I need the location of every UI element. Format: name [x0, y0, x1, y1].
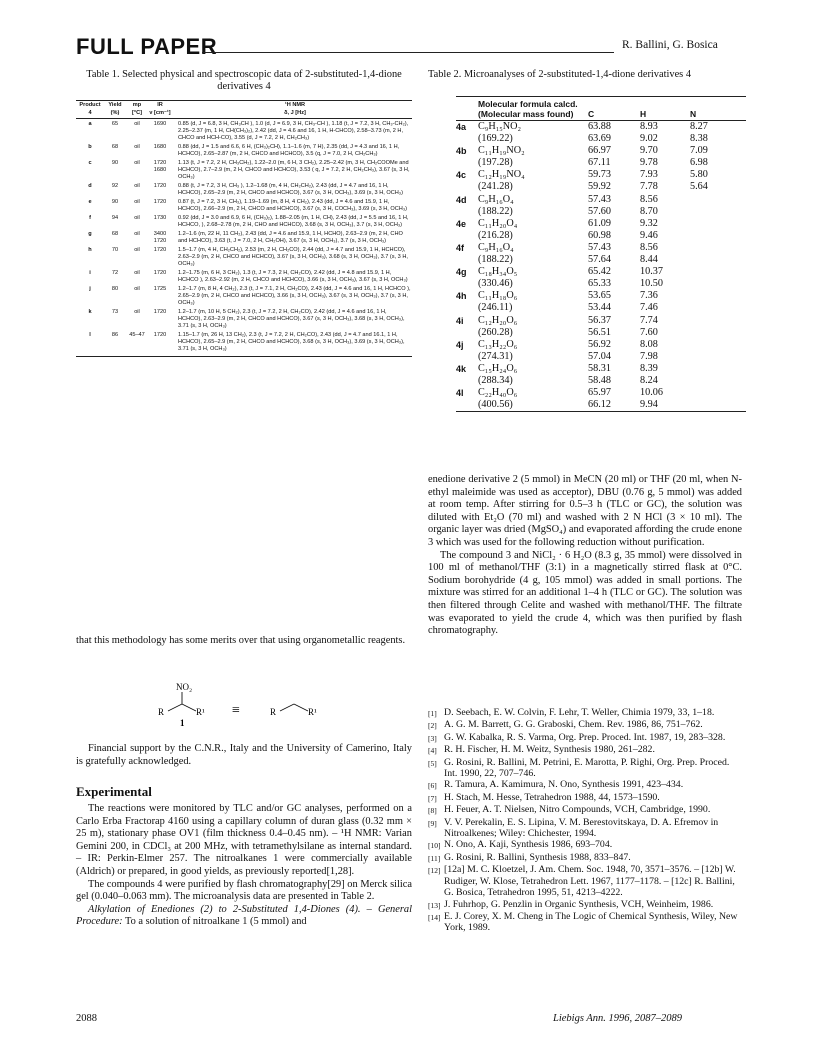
table2-cell: 53.65 [588, 290, 611, 302]
table2-cell: (330.46) [478, 278, 513, 290]
table2-cell: C₁₂H₁₉NO₄ [478, 169, 525, 181]
table2-row [456, 387, 746, 399]
table1-cell-nmr: 1.5–1.7 (m, 4 H, CH₂CH₂), 2.53 (m, 2 H, CH₂CO), 2.44 (dd, J = 4.7 and 15.9, 1 H, HCHCO), 2.63–2.9 (m, 2 H, CHCO and HCHCO), 3.67 (s, 3 H, OCH₃), 3.68 (s, 3 H, OCH₃), 3.7 (s, 3 H, OCH₃) [178, 246, 408, 268]
table1-cell-ir: 1720 [153, 246, 167, 253]
table2-caption: Table 2. Microanalyses of 2-substituted-1,4-dione derivatives 4 [428, 69, 692, 80]
table2-cell: C₁₂H₂₀O₆ [478, 314, 518, 326]
table1-cell-ir: 1720 [153, 198, 167, 205]
table1-cell-mp: oil [134, 214, 140, 221]
table2-cell: 8.93 [640, 121, 658, 132]
table2-cell [690, 363, 740, 375]
table2-cell: C₁₅H₂₄O₆ [478, 362, 518, 374]
table2-cell: (288.34) [478, 374, 513, 386]
reference-text: G. W. Kabalka, R. S. Varma, Org. Prep. Proced. Int. 1987, 19, 283–328. [444, 731, 726, 743]
reference-text: J. Fuhrhop, G. Penzlin in Organic Synthesis, VCH, Weinheim, 1986. [444, 898, 714, 910]
financial-acknowledgement: Financial support by the C.N.R., Italy and the University of Camerino, Italy is gratefully acknowledged. [76, 743, 412, 767]
table2-cell: 57.04 [588, 350, 611, 362]
reference-text: H. Feuer, A. T. Nielsen, Nitro Compounds, VCH, Cambridge, 1990. [444, 804, 711, 816]
table2-cell: 63.69 [588, 133, 611, 145]
table2-cell: 53.44 [588, 302, 611, 314]
table2-cell [690, 290, 740, 302]
table2-row [456, 375, 746, 387]
table1-cell-mp: oil [134, 308, 140, 315]
table1-cell-nmr: 0.92 (dd, J = 3.0 and 6.9, 6 H, (CH₃)₂), 1.88–2.05 (m, 1 H, CH), 2.43 (dd, J = 5.5 and 16, 1 H, HCHCO, ), 2.68–2.78 (m, 2 H, CHO and HCHCO), 3.68 (s, 3 H, OCH₃), 3.7 (s, 3 H, OCH₃) [178, 214, 409, 229]
table2-cell: (197.28) [478, 157, 513, 169]
table2-cell: 57.60 [588, 205, 611, 217]
table2-cell [690, 266, 740, 278]
table2-cell: 57.43 [588, 193, 611, 205]
table2-cell [456, 399, 478, 411]
table2-cell: 9.78 [640, 157, 658, 169]
table1-cell-nmr: 1.2–1.6 (m, 22 H, 11 CH₂), 2.43 (dd, J = 4.6 and 15.9, 1 H, HCHO), 2.63–2.9 (m, 2 H, CHO and HCHCO), 3.63 (t, J = 7.0, 2 H, CH₂OH), 3.67 (s, 3 H, OCH₃), 3.7 (s, 3 H, OCH₃) [178, 230, 403, 244]
table1-body [76, 121, 412, 354]
table1-cell-ir: 1730 [153, 214, 167, 221]
table1-row [76, 144, 412, 158]
table2-cell: C₁₁H₁₉NO₂ [478, 145, 525, 157]
reference-item [428, 719, 742, 731]
table1-cell-p: i [89, 269, 91, 276]
table2-cell: 4g [456, 267, 467, 278]
table1-cell-y: 65 [111, 120, 119, 127]
table1-cell-nmr: 0.88 (t, J = 7.2, 3 H, CH₃ ), 1.2–1.68 (m, 4 H, CH₂CH₂), 2.43 (dd, J = 4.7 and 16, 1 H, HCHCO), 2.65–2.9 (m, 2 H, CHCO and HCHCO), 3.67 (s, 3 H, OCH₃), 3.69 (s, 3 H, OCH₃) [178, 183, 403, 197]
table2-cell [690, 254, 740, 266]
table1-cell-nmr: 1.15–1.7 (m, 26 H, 13 CH₂), 2.3 (t, J = 7.2, 2 H, CH₂CO), 2.43 (dd, J = 4.7 and 16.1, 1 H, HCHCO), 2.65–2.9 (m, 2 H, CHCO and HCHCO), 3.68 (s, 3 H, OCH₃), 3.69 (s, 3 H, OCH₃), 3.71 (s, 3 H, OCH₃) [178, 331, 405, 353]
table2-cell: 57.64 [588, 254, 611, 266]
experimental-heading: Experimental [76, 784, 152, 799]
table2-cell: 7.78 [640, 181, 658, 193]
table2-body [456, 121, 746, 411]
table2-cell: 8.44 [640, 254, 658, 266]
references-list [428, 707, 742, 934]
table2-cell [456, 302, 478, 314]
table1-row [76, 286, 412, 308]
table2-cell: 8.08 [640, 338, 658, 350]
table2-cell: 8.56 [640, 241, 658, 253]
table2-cell [690, 230, 740, 242]
table1-cell-y: 90 [111, 198, 119, 205]
table2-cell: 5.80 [690, 169, 708, 181]
table1-cell-y: 92 [111, 183, 119, 190]
reference-item [428, 707, 742, 719]
table1-cell-nmr: 0.85 (d, J = 6.8, 3 H, CH₃CH ), 1.0 (d, J = 6.9, 3 H, CH₃-CH ), 1.18 (t, J = 7.2, 3 H, CH₃-CH₂), 2.25–2.37 (m, 1 H, CH(CH₃)₂), 2.42 (dd, J = 4.6 and 16, 1 H, H-CHCO), 2.58–3.73 (m, 2 H, CHCO and HCH-CO), 3.55 (d, J = 7.2, 2 H, CH₂CH₃) [178, 120, 409, 142]
table1-cell-mp: oil [134, 230, 140, 237]
table2-cell: C₁₈H₃₄O₅ [478, 266, 518, 278]
table2-cell: (188.22) [478, 254, 513, 266]
table2-cell: C₁₃H₂₂O₆ [478, 338, 518, 350]
table2-cell: C₉H₁₆O₄ [478, 193, 514, 205]
reference-item [428, 899, 742, 911]
table2-cell [690, 242, 740, 254]
table1-row [76, 231, 412, 245]
reference-item [428, 911, 742, 934]
table2-row [456, 290, 746, 302]
table2-cell: 67.11 [588, 157, 611, 169]
table1-cell-mp: 45–47 [129, 331, 145, 338]
reference-item [428, 864, 742, 898]
table2-cell: 4e [456, 218, 467, 229]
table2-row [456, 181, 746, 193]
table1-cell-mp: oil [134, 246, 140, 253]
table2-cell: 4h [456, 291, 467, 302]
table1-cell-y: 86 [111, 331, 119, 338]
experimental-paragraph-2: The compounds 4 were purified by flash chromatography[29] on Merck silica gel (0.040–0.063 mm). The microanalysis data are presented in Table 2. [76, 878, 412, 903]
table2-cell: 4d [456, 194, 467, 205]
table1-cell-p: c [88, 159, 92, 166]
reference-item [428, 757, 742, 780]
table2-cell [456, 254, 478, 266]
table2-row [456, 121, 746, 133]
table2-cell: 7.46 [640, 302, 658, 314]
reference-item [428, 817, 742, 840]
table1-row [76, 309, 412, 331]
reference-number: [11] [428, 853, 441, 863]
table1-row [76, 199, 412, 213]
table2-row [456, 242, 746, 254]
table2-cell: 8.38 [690, 133, 708, 145]
reference-text: R. H. Fischer, H. M. Weitz, Synthesis 1980, 261–282. [444, 744, 655, 756]
scheme-equiv-sign: ≡ [232, 703, 240, 718]
reference-text: G. Rosini, R. Ballini, Synthesis 1988, 833–847. [444, 851, 631, 863]
table1-cell-ir: 1720 [153, 269, 167, 276]
table1-cell-nmr: 0.87 (t, J = 7.2, 3 H, CH₃), 1.19–1.69 (m, 8 H, 4 CH₂), 2.43 (dd, J = 4.6 and 15.9, 1 H, HCHCO), 2.66–2.9 (m, 2 H, CHCO and HCHCO), 3.67 (s, 3 H, COCH₃), 3.69 (s, 3 H, OCH₃) [178, 198, 407, 213]
table2-row [456, 145, 746, 157]
scheme-r1-label-2: R¹ [308, 707, 317, 717]
table2-cell: 7.74 [640, 314, 658, 326]
table2-cell: 7.60 [640, 326, 658, 338]
table2-cell: (400.56) [478, 399, 513, 411]
table2-cell: 10.50 [640, 278, 663, 290]
reference-text: N. Ono, A. Kaji, Synthesis 1986, 693–704. [444, 839, 613, 851]
table2-cell [690, 194, 740, 206]
table2-cell: 7.09 [690, 145, 708, 157]
table1-cell-p: f [89, 214, 91, 221]
table1-cell-ir: 1720 [153, 183, 167, 190]
table1-cell-nmr: 1.2–1.75 (m, 6 H, 3 CH₂), 1.3 (t, J = 7.3, 2 H, CH₂CO), 2.42 (dd, J = 4.8 and 15.9, 1 H, HCHCO ), 2.63–2.92 (m, 2 H, CHCO and HCHCO), 3.66 (s, 3 H, OCH₃), 3.67 (s, 3 H, OCH₃) [178, 269, 408, 283]
table2-cell [456, 230, 478, 242]
table2-cell: 8.56 [640, 193, 658, 205]
table1-cell-y: 80 [111, 285, 119, 292]
scheme-nitroalkane [150, 680, 370, 726]
table2-cell: 57.43 [588, 241, 611, 253]
table2-row [456, 169, 746, 181]
table1-cell-mp: oil [134, 159, 140, 166]
reference-number: [12] [428, 866, 441, 876]
table1-cell-p: h [88, 246, 92, 253]
table1-cell-p: b [88, 144, 92, 151]
page-number: 2088 [76, 1013, 97, 1024]
table2-cell [690, 327, 740, 339]
table1-cell-p: j [89, 285, 91, 292]
table1-cell-y: 68 [111, 230, 119, 237]
table2-cell: 61.09 [588, 217, 611, 229]
table2-row [456, 206, 746, 218]
table2-cell: 4b [456, 146, 467, 157]
table2-cell: C₉H₁₅NO₂ [478, 121, 522, 132]
table2-cell: 8.27 [690, 121, 708, 132]
table2-cell [456, 206, 478, 218]
table1-caption: Table 1. Selected physical and spectroscopic data of 2-substituted-1,4-dione derivatives 4 [86, 69, 402, 92]
table1-cell-y: 70 [111, 246, 119, 253]
table2-row [456, 266, 746, 278]
table1-cell-y: 90 [111, 159, 119, 166]
right-paragraph-1: enedione derivative 2 (5 mmol) in MeCN (20 ml) or THF (20 ml, when N-ethyl maleimide was used as acceptor), DBU (0.76 g, 5 mmol) was added at room temp. After stirring for 0.5–3 h (TLC or GC), the solution was diluted with Et₂O (70 ml) and washed with 2 N HCl (3 × 10 ml). The organic layer was dried (MgSO₄) and evaporated affording the crude enone 3 which was used for the following reduction without purification. [428, 474, 742, 548]
table2-cell: 4k [456, 363, 467, 374]
table2-cell [690, 387, 740, 399]
reference-number: [2] [428, 721, 437, 731]
header-title: FULL PAPER [76, 34, 218, 59]
table2-cell [690, 351, 740, 363]
table1-cell-mp: oil [134, 120, 140, 127]
table2-cell [690, 315, 740, 327]
reference-text: V. V. Perekalin, E. S. Lipina, V. M. Berestovitskaya, D. A. Efremov in Nitroalkenes; Wiley: Chichester, 1994. [444, 816, 719, 840]
table2-cell: 4j [456, 339, 464, 350]
table2-row [456, 194, 746, 206]
journal-citation: Liebigs Ann. 1996, 2087–2089 [553, 1013, 683, 1024]
table2-cell: 5.64 [690, 181, 708, 193]
table2-cell [456, 278, 478, 290]
table2-row [456, 302, 746, 314]
reference-number: [7] [428, 793, 437, 803]
table1-cell-ir: 1720 [153, 308, 167, 315]
scheme-r1-label: R¹ [196, 707, 205, 717]
table2-cell: 56.51 [588, 326, 611, 338]
reference-text: A. G. M. Barrett, G. G. Graboski, Chem. Rev. 1986, 86, 751–762. [444, 719, 703, 731]
table1-header-row-2: 4 (%) [°C] ν [cm⁻¹] δ, J [Hz] [88, 110, 306, 117]
table1 [76, 100, 412, 357]
table1-cell-mp: oil [134, 144, 140, 151]
table2-row [456, 133, 746, 145]
table2-cell: 7.98 [640, 350, 658, 362]
table1-row [76, 160, 412, 182]
table2-cell: 65.97 [588, 387, 611, 399]
left-paragraph-1: that this methodology has some merits over that using organometallic reagents. [76, 635, 406, 646]
table1-cell-p: e [88, 198, 92, 205]
table2-cell: 56.92 [588, 338, 611, 350]
table2-cell [690, 302, 740, 314]
table2-cell: 4a [456, 122, 467, 132]
table1-cell-nmr: 1.2–1.7 (m, 8 H, 4 CH₂), 2.3 (t, J = 7.1, 2 H, CH₂CO), 2.43 (dd, J = 4.6 and 16, 1 H, HCHCO ), 2.65–2.9 (m, 2 H, CHCO and HCHCO), 3.66 (s, 3 H, OCH₃), 3.67 (s, 3 H, OCH₃), 3.7 (s, 3 H, OCH₃) [178, 285, 411, 307]
table2-cell: 10.37 [640, 266, 663, 278]
reference-item [428, 839, 742, 851]
table1-cell-p: a [88, 120, 92, 127]
table2-cell: C₉H₁₆O₄ [478, 241, 514, 253]
reference-number: [13] [428, 900, 441, 910]
reference-number: [5] [428, 758, 437, 768]
table1-row [76, 332, 412, 354]
table1-cell-ir: 1725 [153, 285, 167, 292]
table1-cell-p: d [88, 183, 92, 190]
reference-number: [9] [428, 818, 437, 828]
table1-row [76, 247, 412, 269]
table2-cell: C₁₁H₂₀O₄ [478, 217, 518, 229]
table2-row [456, 327, 746, 339]
table2-cell: 9.70 [640, 145, 658, 157]
table2-cell [456, 181, 478, 193]
table1-cell-p: g [88, 230, 92, 237]
table2-cell: 65.42 [588, 266, 611, 278]
table2-cell: (169.22) [478, 133, 513, 145]
table2-cell: 4i [456, 315, 464, 326]
reference-number: [10] [428, 841, 441, 851]
table2-row [456, 351, 746, 363]
reference-item [428, 779, 742, 791]
reference-text: G. Rosini, R. Ballini, M. Petrini, E. Marotta, P. Righi, Org. Prep. Proced. Int. 1990, 22, 707–746. [444, 756, 730, 780]
table2-cell: 9.02 [640, 133, 658, 145]
table1-cell-ir: 1680 [153, 144, 167, 151]
experimental-paragraph-3: Alkylation of Enediones (2) to 2-Substituted 1,4-Diones (4). – General Procedure: To a solution of nitroalkane 1 (5 mmol) and [76, 903, 412, 928]
table1-cell-y: 94 [111, 214, 119, 221]
table2-cell: 56.37 [588, 314, 611, 326]
table2-cell: 63.88 [588, 121, 611, 132]
table2-cell: 7.36 [640, 290, 658, 302]
reference-number: [3] [428, 733, 437, 743]
table1-cell-ir: 1720 [153, 331, 167, 338]
reference-item [428, 804, 742, 816]
table1-cell-mp: oil [134, 183, 140, 190]
table2-cell [690, 278, 740, 290]
reference-number: [4] [428, 746, 437, 756]
table1-cell-p: l [89, 331, 91, 338]
table1-cell-ir: 3400 1720 [153, 230, 167, 244]
table2-cell: C₂₂H₄₀O₆ [478, 387, 518, 399]
table2-cell: 66.97 [588, 145, 611, 157]
table2-cell [690, 218, 740, 230]
reference-text: [12a] M. C. Kloetzel, J. Am. Chem. Soc. 1948, 70, 3571–3576. – [12b] W. Rudiger, W. Klose, Tetrahedron Lett. 1967, 1177–1178. – [12c] R. Ballini, G. Bosica, Tetrahedron 1995, 51, 4213–4222. [444, 864, 736, 899]
scheme-r-label: R [158, 707, 165, 717]
table2-row [456, 254, 746, 266]
table2-cell: 8.24 [640, 374, 658, 386]
table1-cell-y: 68 [111, 144, 119, 151]
table2-cell: 59.73 [588, 169, 611, 181]
reference-number: [8] [428, 806, 437, 816]
reference-text: E. J. Corey, X. M. Cheng in The Logic of Chemical Synthesis, Wiley, New York, 1989. [444, 910, 738, 934]
table2-header-row: Molecular formula calcd. (Molecular mass found) C H N [478, 99, 697, 119]
table2-cell: 58.48 [588, 374, 611, 386]
reference-number: [6] [428, 781, 437, 791]
table2-cell: 4c [456, 170, 467, 181]
experimental-paragraph-1: The reactions were monitored by TLC and/or GC analyses, performed on a Carlo Erba Fractorap 4160 using a capillary column of duran glass (0.32 mm × 25 m), stationary phase OV1 (film thickness 0.4–0.45 nm). – ¹H NMR: Varian Gemini 200, in CDCl₃ at 200 MHz, with tetramethylsilane as internal standard. – IR: Perkin-Elmer 257. The nitroalkanes 1 were commercially available (Aldrich) or prepared, in good yields, as previously reported[1,28]. [76, 803, 412, 877]
table2-cell: 6.98 [690, 157, 708, 169]
table1-row [76, 183, 412, 197]
table1-cell-y: 73 [111, 308, 119, 315]
reference-item [428, 744, 742, 756]
table2-cell: (274.31) [478, 350, 513, 362]
table1-row [76, 270, 412, 284]
table2-cell [690, 339, 740, 351]
table2-row [456, 315, 746, 327]
reference-text: R. Tamura, A. Kamimura, N. Ono, Synthesis 1991, 423–434. [444, 779, 684, 791]
table1-cell-mp: oil [134, 285, 140, 292]
table2-row [456, 218, 746, 230]
table1-cell-y: 72 [111, 269, 119, 276]
table2-cell [690, 206, 740, 218]
reference-item [428, 732, 742, 744]
table1-cell-mp: oil [134, 198, 140, 205]
table2 [456, 96, 746, 412]
table1-cell-nmr: 1.2–1.7 (m, 10 H, 5 CH₂), 2.3 (t, J = 7.2, 2 H, CH₂CO), 2.42 (dd, J = 4.6 and 16, 1 H, HCHCO), 2.63–2.9 (m, 2 H, CHCO and HCHCO), 3.67 (s, 3 H, OCH₃), 3.68 (s, 3 H, OCH₃), 3.71 (s, 3 H, OCH₃) [178, 308, 405, 330]
reference-number: [14] [428, 912, 441, 922]
table1-cell-nmr: 0.88 (dd, J = 1.5 and 6.6, 6 H, (CH₃)₂CH), 1.1–1.6 (m, 7 H), 2.35 (dd, J = 4.3 and 16, 1 H, HCHCO), 2.65–2.87 (m, 2 H, CHCO and HCHCO), 3.5 (q, J = 7.0, 2 H, CH₂CH₃) [178, 144, 400, 158]
table2-cell: (241.28) [478, 181, 513, 193]
table1-cell-ir: 1720 1680 [153, 159, 167, 174]
table2-cell: 8.70 [640, 205, 658, 217]
table2-cell: 9.94 [640, 399, 658, 411]
experimental-text [76, 803, 412, 929]
table2-cell [456, 327, 478, 339]
table1-row [76, 121, 412, 143]
header-rule [202, 52, 614, 53]
reference-text: D. Seebach, E. W. Colvin, F. Lehr, T. Weller, Chimia 1979, 33, 1–18. [444, 707, 715, 718]
table2-cell: (188.22) [478, 205, 513, 217]
table2-cell: 59.92 [588, 181, 611, 193]
table1-row [76, 215, 412, 229]
table2-row [456, 157, 746, 169]
table2-row [456, 230, 746, 242]
table2-cell: 4f [456, 242, 465, 253]
right-body-text [428, 474, 742, 638]
table1-header-row-1: Product Yield mp IR ¹H NMR [79, 102, 306, 108]
table2-cell [456, 351, 478, 363]
table2-cell [456, 375, 478, 387]
table2-cell: 58.31 [588, 362, 611, 374]
reference-item [428, 792, 742, 804]
table2-cell: 4l [456, 388, 464, 399]
table2-cell: (216.28) [478, 229, 513, 241]
table2-cell: 7.93 [640, 169, 658, 181]
header-authors: R. Ballini, G. Bosica [622, 39, 718, 51]
table2-row [456, 363, 746, 375]
scheme-no2-label: NO₂ [176, 682, 193, 692]
table2-cell: 9.32 [640, 217, 658, 229]
right-paragraph-2: The compound 3 and NiCl₂ · 6 H₂O (8.3 g, 35 mmol) were dissolved in 100 ml of methanol/THF (3:1) in a magnetically stirred flask at 0°C. Sodium borohydride (4 g, 105 mmol) was added in small portions. The mixture was stirred for an additional 1–4 h (TLC or GC). The solution was then filtered through Celite and washed with methanol/THF. The filtrate was evaporated to yield the crude 4, which was then purified by flash chromatography. [428, 549, 742, 637]
table2-cell [690, 375, 740, 387]
table2-cell: 9.46 [640, 229, 658, 241]
reference-number: [1] [428, 709, 437, 718]
table2-row [456, 278, 746, 290]
table2-row [456, 339, 746, 351]
table2-cell [690, 399, 740, 411]
table2-row [456, 399, 746, 411]
table2-cell: 60.98 [588, 229, 611, 241]
table2-cell: (246.11) [478, 302, 513, 314]
table2-cell: 8.39 [640, 362, 658, 374]
table1-cell-nmr: 1.13 (t, J = 7.2, 2 H, CH₃CH₂), 1.22–2.0 (m, 6 H, 3 CH₂), 2.25–2.42 (m, 3 H, CH₂COOMe and HCHCO), 2.7–2.9 (m, 2 H, CHCO and HCHCO), 3.53 ( q, J = 7.2, 2 H, CH₂CH₃), 3.67 (s, 3 H, OCH₃) [178, 159, 410, 181]
table2-cell [456, 157, 478, 169]
reference-item [428, 852, 742, 864]
table2-cell: 10.06 [640, 387, 663, 399]
scheme-r-label-2: R [270, 707, 277, 717]
table1-cell-mp: oil [134, 269, 140, 276]
table2-cell: (260.28) [478, 326, 513, 338]
table2-cell: 66.12 [588, 399, 611, 411]
reference-text: H. Stach, M. Hesse, Tetrahedron 1988, 44, 1573–1590. [444, 791, 660, 803]
table1-cell-p: k [88, 308, 92, 315]
scheme-compound-number: 1 [180, 718, 185, 726]
table2-cell: 65.33 [588, 278, 611, 290]
table2-cell: C₁₁H₁₈O₆ [478, 290, 518, 302]
table1-cell-ir: 1690 [153, 120, 167, 127]
table2-cell [456, 133, 478, 145]
